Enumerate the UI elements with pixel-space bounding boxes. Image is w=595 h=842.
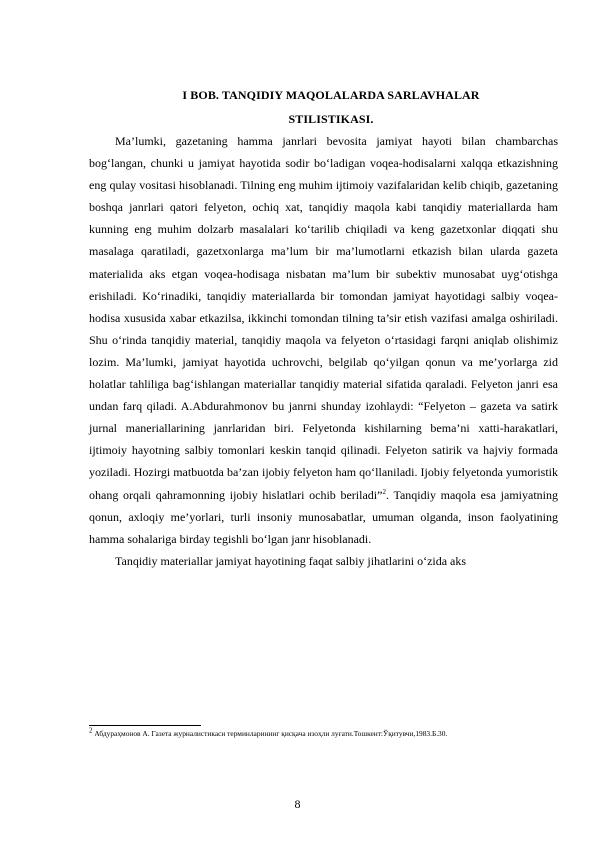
chapter-heading bbox=[70, 84, 592, 131]
footnote bbox=[89, 728, 509, 740]
paragraph-1 bbox=[89, 130, 558, 550]
paragraph-1-text-b: . Tanqidiy maqola esa jamiyatning qonun, axloqiy me’yorlari, turli insoniy munosabatlar, umuman olganda, inson faolyatining hamma sohalariga birday tegishli bo‘lgan janr hisoblanadi. bbox=[89, 487, 559, 546]
footnote-separator bbox=[89, 725, 201, 726]
footnote-text: Абдураҳмонов А. Газета журналистикаси терминларининг қисқача изоҳли луғати.Тошкент:Ўқитувчи,1983.Б.30. bbox=[94, 729, 448, 738]
chapter-heading-line2: STILISTIKASI. bbox=[288, 111, 374, 126]
body-text bbox=[89, 130, 558, 572]
chapter-heading-line1: I BOB. TANQIDIY MAQOLALARDA SARLAVHALAR bbox=[182, 88, 480, 102]
paragraph-2: Tanqidiy materiallar jamiyat hayotining faqat salbiy jihatlarini o‘zida aks bbox=[115, 553, 467, 568]
footnote-marker: 2 bbox=[89, 726, 93, 735]
paragraph-1-text-a: Ma’lumki, gazetaning hamma janrlari bevosita jamiyat hayoti bilan chambarchas bog‘langan, chunki u jamiyat hayotida sodir bo‘ladigan voqea-hodisalarni xalqqa etkazishning eng qulay vositasi hisoblanadi. Tilning eng muhim ijtimoiy vazifalaridan kelib chiqib, gazetaning boshqa janrlari qatori felyeton, ochiq xat, tanqidiy maqola kabi tanqidiy materiallarda ham kunning eng muhim dolzarb masalalari ko‘tarilib chiqiladi va keng gazetxonlar diqqati shu masalaga qaratiladi, gazetxonlarga ma’lum bir ma’lumotlarni etkazish bilan ularda gazeta materialida aks etgan voqea-hodisaga nisbatan ma’lum bir subektiv munosabat uyg‘otishga erishiladi. Ko‘rinadiki, tanqidiy materiallarda bir tomondan jamiyat hayotidagi salbiy voqea-hodisa xususida xabar etkazilsa, ikkinchi tomondan tilning ta’sir etish vazifasi amalga oshiriladi. Shu o‘rinda tanqidiy material, tanqidiy maqola va felyeton o‘rtasidagi farqni aniqlab olishimiz lozim. Ma’lumki, jamiyat hayotida uchrovchi, belgilab qo‘yilgan qonun va me’yorlarga zid holatlar tahliliga bag‘ishlangan materiallar tanqidiy material sifatida qaraladi. Felyeton janri esa undan farq qiladi. A.Abdurahmonov bu janrni shunday izohlaydi: “Felyeton – gazeta va satirk jurnal maneriallarining janrlaridan biri. Felyetonda kishilarning bema’ni xatti-harakatlari, ijtimoiy hayotning salbiy tomonlari keskin tanqid qilinadi. Felyeton satirik va hajviy formada yoziladi. Hozirgi matbuotda ba’zan ijobiy felyeton ham qo‘llaniladi. Ijobiy felyetonda yumoristik ohang orqali qahramonning ijobiy hislatlari ochib beriladi” bbox=[89, 134, 558, 502]
footnote-reference[interactable]: 2 bbox=[382, 487, 386, 496]
page-number: 8 bbox=[294, 797, 301, 811]
